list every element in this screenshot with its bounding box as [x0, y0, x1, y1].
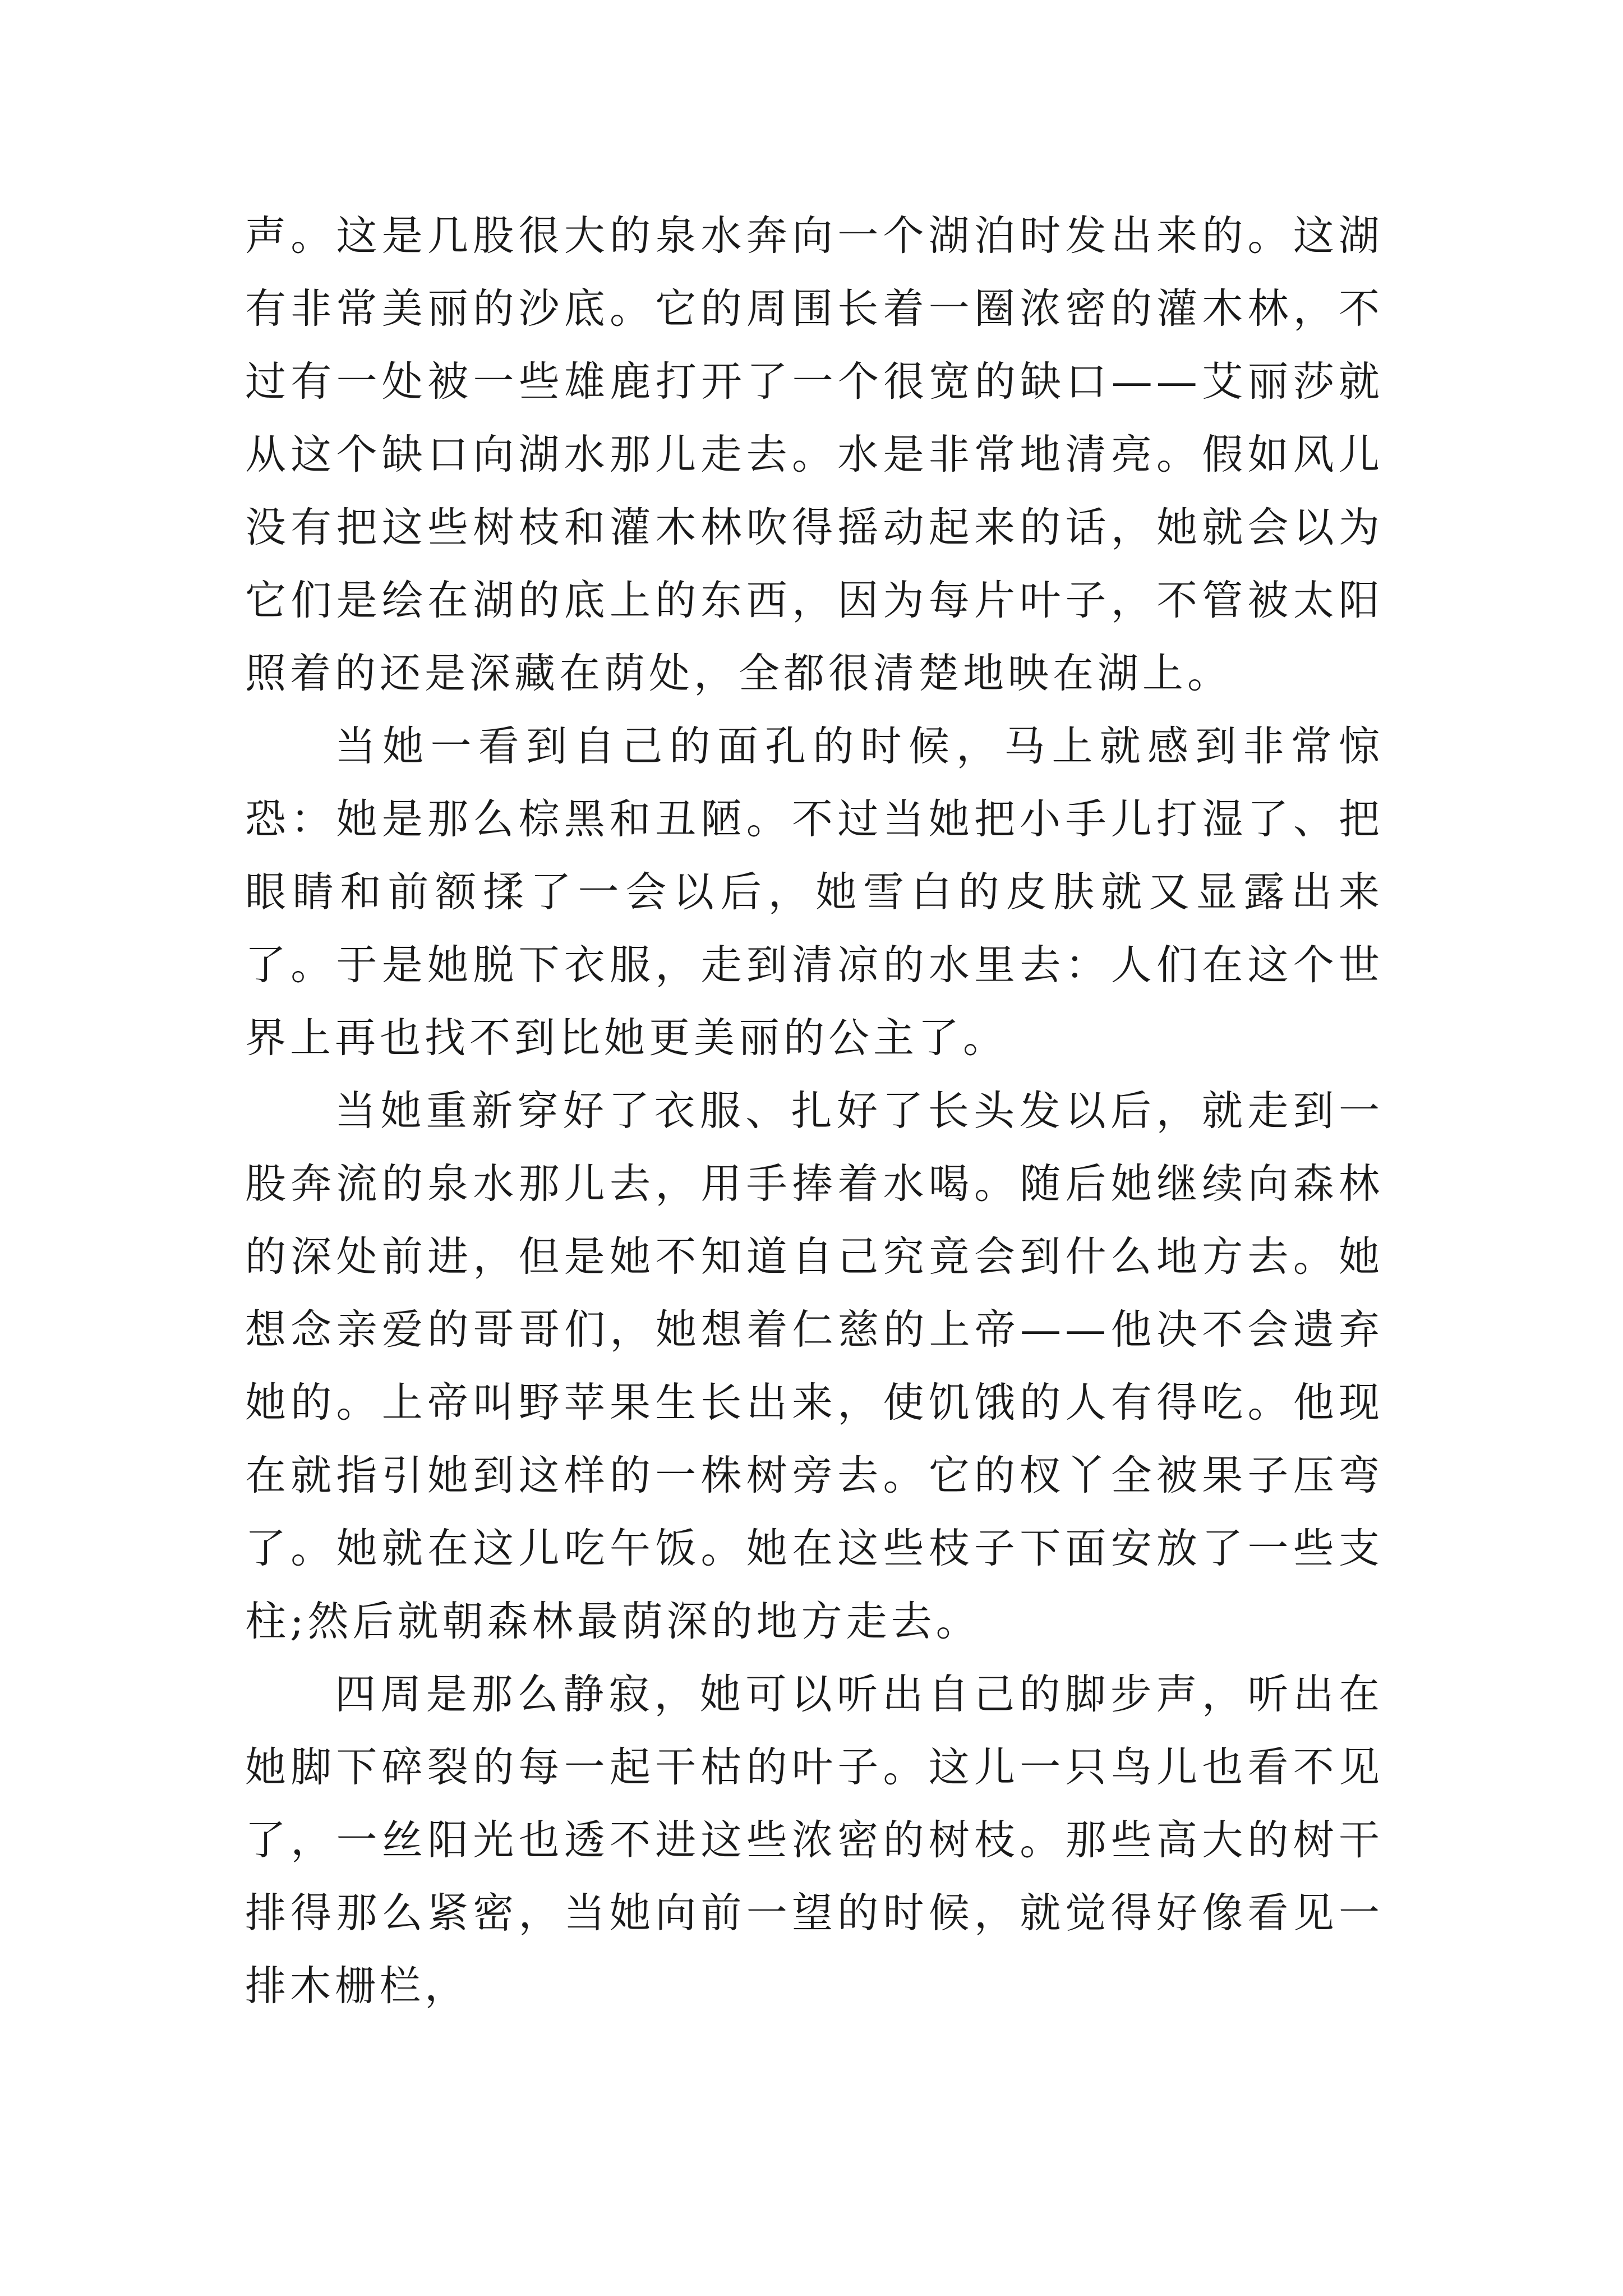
paragraph-4: 四周是那么静寂，她可以听出自己的脚步声，听出在她脚下碎裂的每一起干枯的叶子。这儿一只鸟儿也看不见了，一丝阳光也透不进这些浓密的树枝。那些高大的树干排得那么紧密，当她向前一望的时候，就觉得好像看见一排木栅栏，: [245, 1671, 1384, 2010]
paragraph-1: 声。这是几股很大的泉水奔向一个湖泊时发出来的。这湖有非常美丽的沙底。它的周围长着一圈浓密的灌木林，不过有一处被一些雄鹿打开了一个很宽的缺口——艾丽莎就从这个缺口向湖水那儿走去。水是非常地清亮。假如风儿没有把这些树枝和灌木林吹得摇动起来的话，她就会以为它们是绘在湖的底上的东西，因为每片叶子，不管被太阳照着的还是深藏在荫处，全都很清楚地映在湖上。: [245, 212, 1384, 697]
body-text: [245, 200, 1384, 2023]
paragraph-3: 当她重新穿好了衣服、扎好了长头发以后，就走到一股奔流的泉水那儿去，用手捧着水喝。随后她继续向森林的深处前进，但是她不知道自己究竟会到什么地方去。她想念亲爱的哥哥们，她想着仁慈的上帝——他决不会遗弃她的。上帝叫野苹果生长出来，使饥饿的人有得吃。他现在就指引她到这样的一株树旁去。它的杈丫全被果子压弯了。她就在这儿吃午饭。她在这些枝子下面安放了一些支柱;然后就朝森林最荫深的地方走去。: [245, 1087, 1384, 1645]
paragraph-2: 当她一看到自己的面孔的时候，马上就感到非常惊恐：她是那么棕黑和丑陋。不过当她把小手儿打湿了、把眼睛和前额揉了一会以后，她雪白的皮肤就又显露出来了。于是她脱下衣服，走到清凉的水里去：人们在这个世界上再也找不到比她更美丽的公主了。: [245, 723, 1384, 1062]
